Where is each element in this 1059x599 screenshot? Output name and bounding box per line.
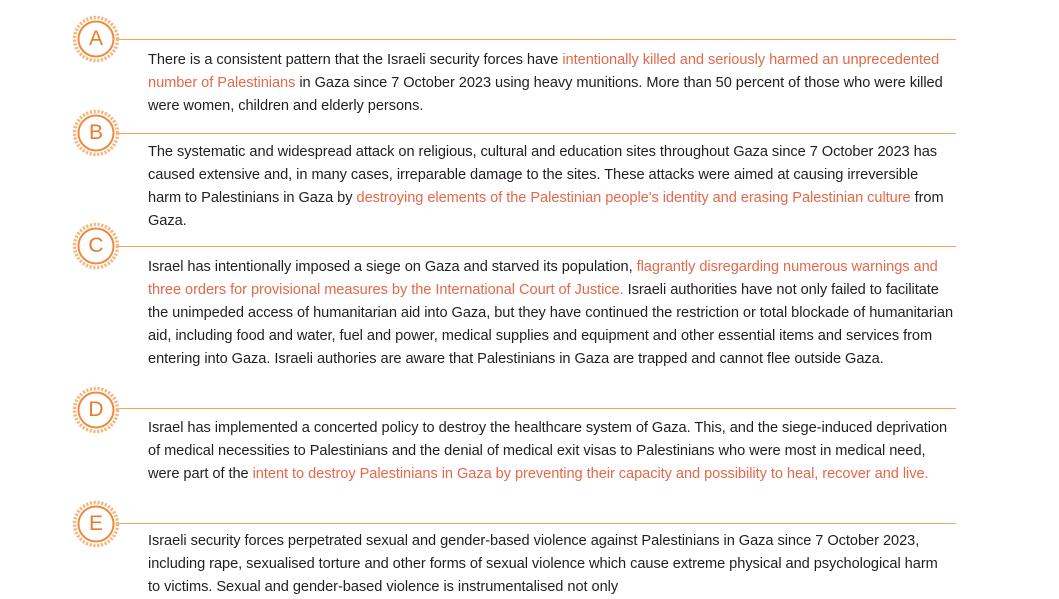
finding-text: [148, 256, 953, 371]
section-divider: [96, 246, 956, 247]
letter-badge: [72, 222, 120, 270]
letter-badge: [72, 15, 120, 63]
letter-badge: [72, 109, 120, 157]
badge-letter: D: [88, 398, 104, 421]
text-segment: from Gaza.: [148, 190, 944, 229]
section-divider: [96, 408, 956, 409]
letter-badge: [72, 500, 120, 548]
section-divider: [96, 133, 956, 134]
badge-letter: B: [88, 121, 103, 144]
text-segment: Israel has implemented a concerted policy to destroy the healthcare system of Gaza. This, and the siege-induced deprivation of medical necessities to Palestinians and the denial of medical exit visas to Palestinians who were most in medical need, were part of the: [148, 420, 948, 482]
highlighted-text: flagrantly disregarding numerous warnings and three orders for provisional measures by the International Court of Justice.: [148, 259, 938, 298]
badge-letter: C: [88, 234, 104, 257]
text-segment: Israeli security forces perpetrated sexual and gender-based violence against Palestinians in Gaza since 7 October 2023, including rape, sexualised torture and other forms of sexual violence which cause extreme physical and psychological harm to victims. Sexual and gender-based violence is instrumentalised not only: [148, 533, 938, 595]
finding-text: [148, 49, 953, 118]
highlighted-text: intentionally killed and seriously harmed an unprecedented number of Palestinians: [148, 52, 940, 91]
letter-badge: [72, 386, 120, 434]
badge-letter: A: [88, 27, 103, 50]
finding-text: [148, 141, 953, 233]
text-segment: in Gaza since 7 October 2023 using heavy munitions. More than 50 percent of those who were killed were women, children and elderly persons.: [148, 75, 943, 114]
highlighted-text: destroying elements of the Palestinian people's identity and erasing Palestinian culture: [356, 190, 911, 206]
badge-letter: E: [88, 512, 103, 535]
finding-text: [148, 530, 953, 599]
section-divider: [96, 523, 956, 524]
text-segment: Israel has intentionally imposed a siege on Gaza and starved its population,: [148, 259, 637, 275]
text-segment: The systematic and widespread attack on religious, cultural and education sites throughout Gaza since 7 October 2023 has caused extensive and, in many cases, irreparable damage to the sites. These attacks were aimed at causing irreversible harm to Palestinians in Gaza by: [148, 144, 938, 206]
text-segment: Israeli authorities have not only failed to facilitate the unimpeded access of humanitarian aid into Gaza, but they have continued the restriction or total blockade of humanitarian aid, including food and water, fuel and power, medical supplies and equipment and other essential items and services from entering into Gaza. Israeli authories are aware that Palestinians in Gaza are trapped and cannot flee outside Gaza.: [148, 282, 954, 367]
finding-text: [148, 417, 953, 486]
highlighted-text: intent to destroy Palestinians in Gaza by preventing their capacity and possibility to heal, recover and live.: [252, 466, 929, 482]
section-divider: [96, 39, 956, 40]
text-segment: There is a consistent pattern that the Israeli security forces have: [148, 52, 563, 68]
